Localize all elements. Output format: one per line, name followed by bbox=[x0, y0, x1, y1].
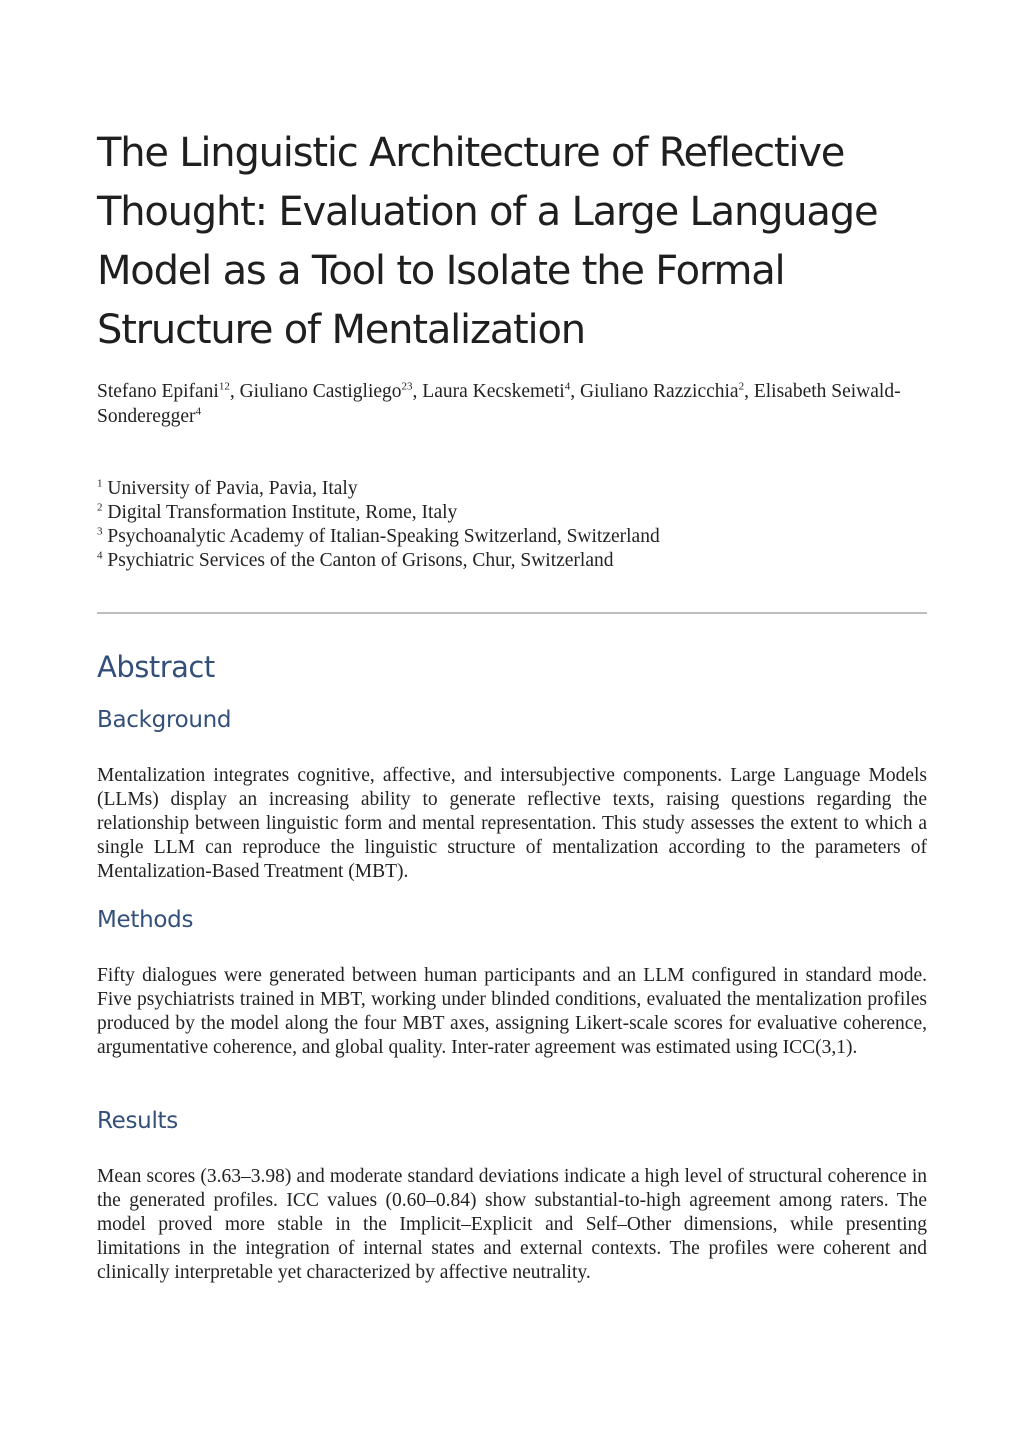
affiliation-number: 1 bbox=[97, 477, 103, 490]
affiliation-item bbox=[97, 525, 927, 549]
author-affiliation-marker: 12 bbox=[218, 380, 230, 393]
author-affiliation-marker: 4 bbox=[195, 405, 202, 417]
paper-title bbox=[97, 124, 927, 360]
author-separator: , bbox=[412, 381, 423, 402]
affiliation-list bbox=[97, 477, 927, 573]
author-name: Giuliano Castigliego bbox=[239, 381, 402, 402]
affiliation-item bbox=[97, 549, 927, 573]
author-separator: , bbox=[229, 381, 240, 402]
affiliation-item bbox=[97, 501, 927, 525]
title-line: Thought: Evaluation of a Large Language bbox=[97, 189, 878, 235]
author-list bbox=[97, 380, 927, 429]
background-heading: Background bbox=[97, 707, 232, 733]
abstract-heading: Abstract bbox=[97, 650, 215, 684]
background-paragraph: Mentalization integrates cognitive, affective, and intersubjective components. Large Language Models (LLMs) display an increasing ability to generate reflective texts, raising questions regarding the relationship between linguistic form and mental representation. This study assesses the extent to which a single LLM can reproduce the linguistic structure of mentalization according to the parameters of Mentalization-Based Treatment (MBT). bbox=[97, 765, 927, 882]
title-line: Model as a Tool to Isolate the Formal bbox=[97, 248, 785, 294]
title-line: Structure of Mentalization bbox=[97, 307, 585, 353]
results-paragraph: Mean scores (3.63–3.98) and moderate standard deviations indicate a high level of structural coherence in the generated profiles. ICC values (0.60–0.84) show substantial-to-high agreement among raters. The model proved more stable in the Implicit–Explicit and Self–Other dimensions, while presenting limitations in the integration of internal states and external contexts. The profiles were coherent and clinically interpretable yet characterized by affective neutrality. bbox=[97, 1166, 927, 1283]
author-affiliation-marker: 23 bbox=[401, 380, 413, 393]
author-name: Giuliano Razzicchia bbox=[579, 381, 739, 402]
affiliation-item bbox=[97, 477, 927, 501]
affiliation-text: Psychoanalytic Academy of Italian-Speaking Switzerland, Switzerland bbox=[107, 526, 660, 547]
author-name: Stefano Epifani bbox=[97, 381, 219, 402]
affiliation-number: 3 bbox=[97, 525, 103, 538]
author-affiliation-marker: 4 bbox=[564, 380, 571, 393]
author-name: Elisabeth Seiwald-Sonderegger bbox=[97, 381, 901, 427]
section-divider bbox=[97, 612, 927, 614]
author-separator: , bbox=[744, 381, 754, 402]
author-separator: , bbox=[570, 381, 580, 402]
affiliation-text: University of Pavia, Pavia, Italy bbox=[107, 478, 358, 499]
title-line: The Linguistic Architecture of Reflective bbox=[97, 130, 845, 176]
affiliation-number: 2 bbox=[97, 501, 103, 514]
affiliation-text: Digital Transformation Institute, Rome, Italy bbox=[107, 502, 458, 523]
results-heading: Results bbox=[97, 1108, 178, 1134]
affiliation-text: Psychiatric Services of the Canton of Grisons, Chur, Switzerland bbox=[107, 550, 614, 571]
author-affiliation-marker: 2 bbox=[738, 380, 745, 393]
affiliation-number: 4 bbox=[97, 549, 103, 562]
methods-paragraph: Fifty dialogues were generated between human participants and an LLM configured in standard mode. Five psychiatrists trained in MBT, working under blinded conditions, evaluated the mentalization profiles produced by the model along the four MBT axes, assigning Likert-scale scores for evaluative coherence, argumentative coherence, and global quality. Inter-rater agreement was estimated using ICC(3,1). bbox=[97, 965, 927, 1058]
methods-heading: Methods bbox=[97, 907, 194, 933]
author-name: Laura Kecskemeti bbox=[422, 381, 565, 402]
